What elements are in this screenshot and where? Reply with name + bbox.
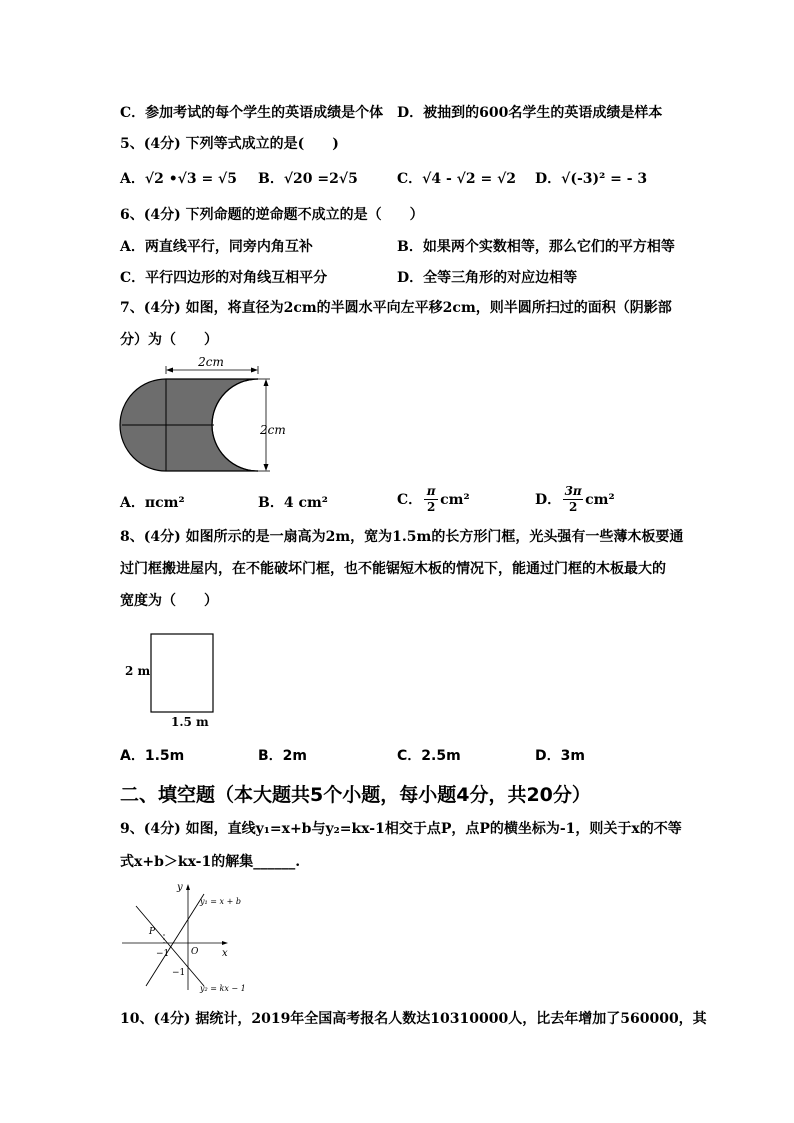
q8-stem-line3: 宽度为（ ） — [120, 593, 218, 609]
q7-option-c-numerator: π — [426, 484, 436, 498]
q5-option-b-label: B． — [258, 171, 284, 187]
q9-line-y2 — [136, 906, 204, 986]
q10-stem-line1: 10、(4分) 据统计，2019年全国高考报名人数达10310000人，比去年增加了560000，其 — [120, 1011, 707, 1027]
q9-y-axis-label: y — [177, 882, 183, 893]
q9-figure — [118, 878, 258, 998]
q5-option-d-formula: √(-3)² = - 3 — [561, 171, 648, 187]
q9-y-neg1-label: −1 — [172, 968, 186, 978]
q6-option-a: A．两直线平行，同旁内角互补 — [120, 239, 313, 255]
q9-y2-equation: y₂ = kx − 1 — [200, 984, 246, 993]
q9-stem-line2: 式x+b＞kx-1的解集______. — [120, 854, 301, 870]
q7-option-d-unit: cm² — [585, 491, 615, 508]
q7-option-c-label: C． — [397, 491, 423, 508]
q7-option-a: A．πcm² — [120, 495, 185, 511]
q5-option-b — [258, 168, 358, 190]
q7-stem-line2: 分）为（ ） — [120, 332, 218, 348]
section-heading-fill-in: 二、填空题（本大题共5个小题，每小题4分，共20分） — [120, 784, 591, 806]
q7-option-b: B．4 cm² — [258, 495, 328, 511]
q8-door-frame — [151, 634, 213, 712]
q5-option-a — [120, 168, 237, 190]
q9-y1-equation: y₁ = x + b — [200, 897, 241, 906]
q5-stem: 5、(4分) 下列等式成立的是( ) — [120, 136, 339, 152]
q9-x-neg1-label: −1 — [156, 949, 170, 959]
q6-option-b: B．如果两个实数相等，那么它们的平方相等 — [397, 239, 675, 255]
q5-option-c-formula: √4 - √2 = √2 — [422, 171, 517, 187]
q8-figure — [120, 628, 230, 732]
q7-option-d-denominator: 2 — [563, 499, 583, 515]
q5-option-c-label: C． — [397, 171, 423, 187]
q7-top-dimension-label: 2cm — [198, 355, 224, 369]
q9-x-axis-label: x — [222, 948, 228, 959]
q8-width-label: 1.5 m — [171, 715, 209, 729]
q5-option-b-formula: √20 =2√5 — [283, 171, 358, 187]
q6-option-c: C．平行四边形的对角线互相平分 — [120, 270, 328, 286]
q5-option-a-label: A． — [120, 171, 145, 187]
q9-stem-line1: 9、(4分) 如图，直线y₁=x+b与y₂=kx-1相交于点P，点P的横坐标为-1，则关于x的不等 — [120, 821, 682, 837]
q9-point-p-label: P — [149, 927, 156, 937]
q7-option-d — [535, 484, 615, 515]
q7-option-d-label: D． — [535, 491, 562, 508]
q8-option-c: C．2.5m — [397, 748, 461, 764]
q7-option-d-fraction — [563, 484, 583, 515]
q5-option-d-label: D． — [535, 171, 562, 187]
q5-option-a-formula: √2 •√3 = √5 — [144, 171, 238, 187]
q7-option-d-numerator: 3π — [564, 484, 582, 498]
q4-option-d: D．被抽到的600名学生的英语成绩是样本 — [397, 105, 663, 121]
q8-option-b: B．2m — [258, 748, 307, 764]
q7-option-c-fraction — [424, 484, 438, 515]
q7-stem-line1: 7、(4分) 如图，将直径为2cm的半圆水平向左平移2cm，则半圆所扫过的面积（阴影部 — [120, 300, 672, 316]
q8-option-d: D．3m — [535, 748, 585, 764]
q8-option-a: A．1.5m — [120, 748, 185, 764]
q8-height-label: 2 m — [125, 664, 151, 678]
q7-right-dimension-label: 2cm — [260, 423, 286, 437]
q8-stem-line2: 过门框搬进屋内，在不能破坏门框，也不能锯短木板的情况下，能通过门框的木板最大的 — [120, 561, 666, 577]
q9-origin-label: O — [191, 947, 199, 957]
q7-option-c-unit: cm² — [440, 491, 470, 508]
q8-stem-line1: 8、(4分) 如图所示的是一扇高为2m，宽为1.5m的长方形门框，光头强有一些薄木板要通 — [120, 529, 684, 545]
q5-option-d — [535, 168, 647, 190]
q7-option-c — [397, 484, 470, 515]
q7-figure — [118, 352, 298, 480]
q6-option-d: D．全等三角形的对应边相等 — [397, 270, 578, 286]
q6-stem: 6、(4分) 下列命题的逆命题不成立的是（ ） — [120, 207, 424, 223]
q7-option-c-denominator: 2 — [424, 499, 438, 515]
q5-option-c — [397, 168, 516, 190]
q4-option-c: C．参加考试的每个学生的英语成绩是个体 — [120, 105, 384, 121]
